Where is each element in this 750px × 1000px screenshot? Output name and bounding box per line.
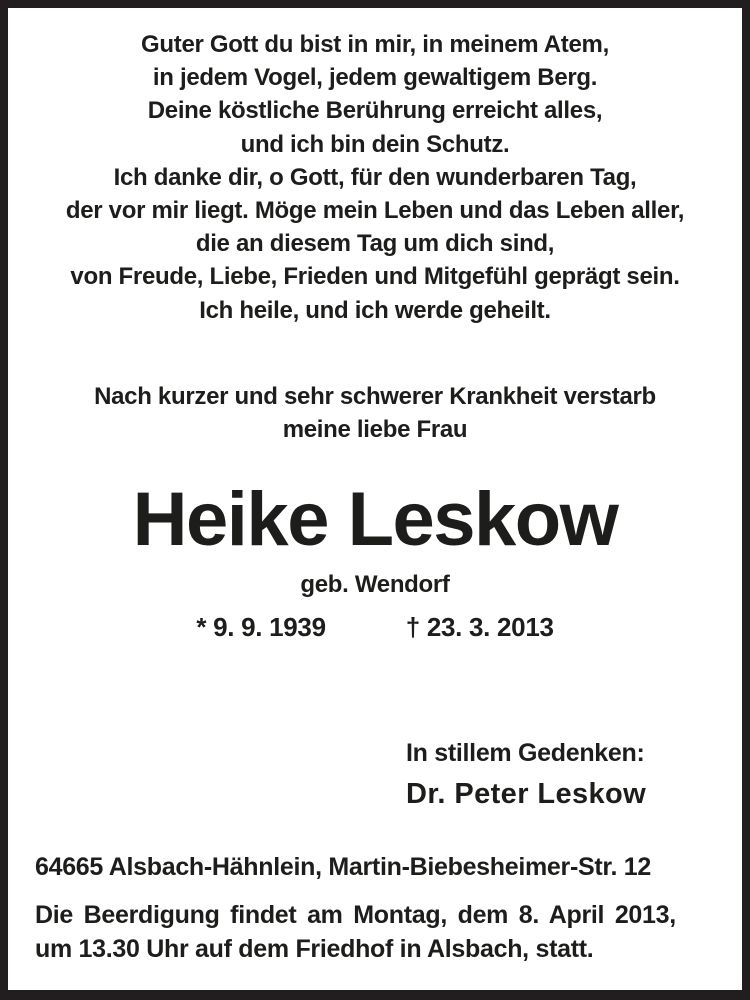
death-date: † 23. 3. 2013: [405, 612, 554, 643]
opening-poem: [8, 28, 742, 327]
funeral-line: Die Beerdigung findet am Montag, dem 8. April 2013,: [35, 901, 676, 930]
poem-line: die an diesem Tag um dich sind,: [195, 230, 555, 258]
poem-line: Deine köstliche Berührung erreicht alles,: [147, 97, 603, 125]
life-dates: [8, 609, 742, 645]
maiden-name: geb. Wendorf: [300, 571, 450, 599]
mourner-name: Dr. Peter Leskow: [406, 778, 647, 811]
mourner-block: [406, 733, 742, 815]
poem-line: der vor mir liegt. Möge mein Leben und das Leben aller,: [65, 197, 685, 225]
poem-line: Guter Gott du bist in mir, in meinem Atem,: [141, 31, 609, 58]
poem-line: Ich danke dir, o Gott, für den wunderbaren Tag,: [113, 163, 637, 191]
announcement-line: meine liebe Frau: [282, 416, 468, 444]
death-announcement: [8, 380, 742, 446]
funeral-line: um 13.30 Uhr auf dem Friedhof in Alsbach, statt.: [35, 935, 594, 964]
deceased-name: Heike Leskow: [132, 477, 618, 563]
address-line: 64665 Alsbach-Hähnlein, Martin-Biebesheimer-Str. 12: [35, 853, 651, 882]
announcement-line: Nach kurzer und sehr schwerer Krankheit verstarb: [94, 382, 656, 410]
poem-line: und ich bin dein Schutz.: [240, 130, 510, 158]
funeral-info: [8, 898, 742, 966]
poem-line: in jedem Vogel, jedem gewaltigem Berg.: [152, 64, 598, 92]
birth-date: * 9. 9. 1939: [196, 612, 326, 643]
poem-line: von Freude, Liebe, Frieden und Mitgefühl geprägt sein.: [70, 263, 680, 291]
mourning-intro: In stillem Gedenken:: [406, 739, 645, 768]
poem-line: Ich heile, und ich werde geheilt.: [199, 296, 551, 324]
